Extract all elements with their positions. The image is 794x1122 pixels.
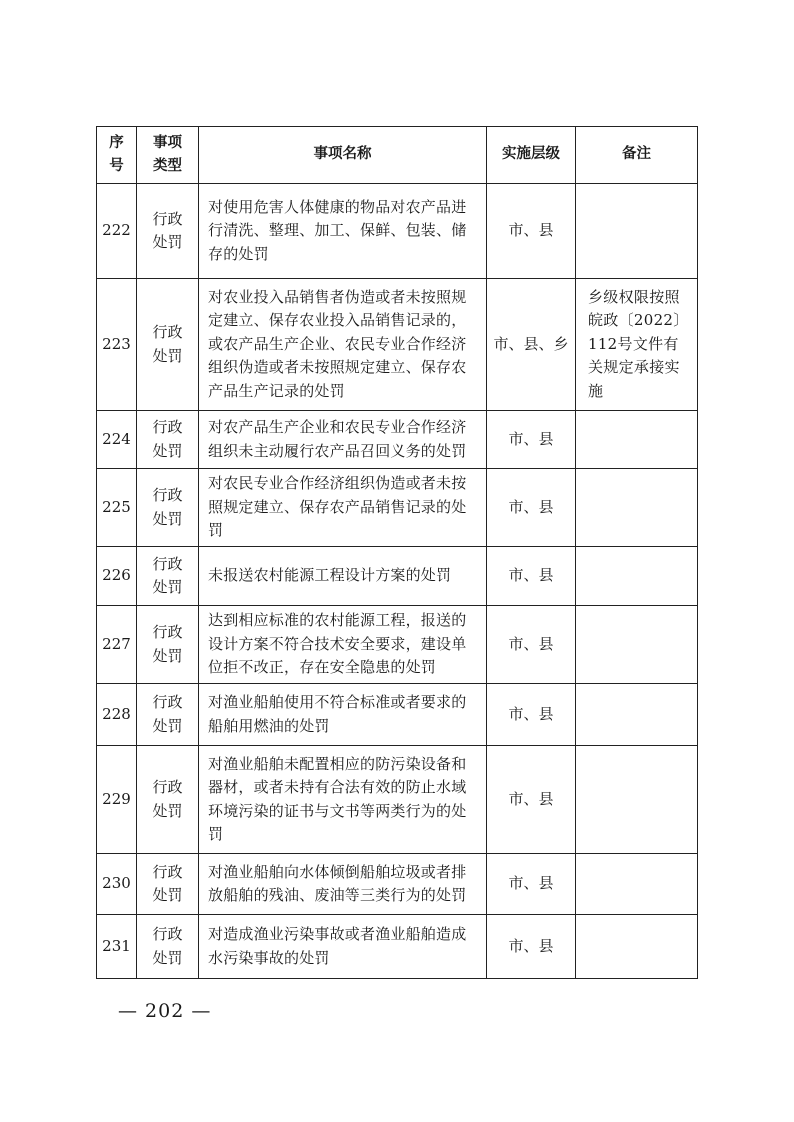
- row-level: 市、县: [487, 684, 576, 746]
- table-row: [97, 469, 698, 547]
- row-level: 市、县: [487, 469, 576, 547]
- row-level: 市、县: [487, 915, 576, 979]
- table-row: [97, 184, 698, 279]
- header-name: 事项名称: [199, 127, 487, 184]
- row-type: 行政处罚: [137, 547, 199, 606]
- row-type: 行政处罚: [137, 469, 199, 547]
- row-type: 行政处罚: [137, 606, 199, 684]
- row-note: [576, 746, 698, 854]
- table-row: [97, 684, 698, 746]
- row-level: 市、县: [487, 411, 576, 469]
- row-num: 223: [97, 279, 137, 411]
- row-num: 229: [97, 746, 137, 854]
- row-level: 市、县: [487, 606, 576, 684]
- header-row: [97, 127, 698, 184]
- row-note: [576, 184, 698, 279]
- row-num: 230: [97, 854, 137, 915]
- row-name: 对渔业船舶未配置相应的防污染设备和器材，或者未持有合法有效的防止水域环境污染的证书与文书等两类行为的处罚: [199, 746, 487, 854]
- row-name: 对农产品生产企业和农民专业合作经济组织未主动履行农产品召回义务的处罚: [199, 411, 487, 469]
- header-level: 实施层级: [487, 127, 576, 184]
- row-name: 对农民专业合作经济组织伪造或者未按照规定建立、保存农产品销售记录的处罚: [199, 469, 487, 547]
- row-num: 231: [97, 915, 137, 979]
- row-name: 未报送农村能源工程设计方案的处罚: [199, 547, 487, 606]
- row-type: 行政处罚: [137, 279, 199, 411]
- table-row: [97, 606, 698, 684]
- row-type: 行政处罚: [137, 684, 199, 746]
- items-table: [96, 126, 698, 979]
- row-note: [576, 606, 698, 684]
- row-num: 222: [97, 184, 137, 279]
- row-num: 226: [97, 547, 137, 606]
- row-note: [576, 547, 698, 606]
- row-name: 对农业投入品销售者伪造或者未按照规定建立、保存农业投入品销售记录的，或农产品生产企业、农民专业合作经济组织伪造或者未按照规定建立、保存农产品生产记录的处罚: [199, 279, 487, 411]
- header-type: 事项类型: [137, 127, 199, 184]
- row-note: [576, 469, 698, 547]
- row-type: 行政处罚: [137, 915, 199, 979]
- header-note: 备注: [576, 127, 698, 184]
- row-level: 市、县: [487, 854, 576, 915]
- row-type: 行政处罚: [137, 854, 199, 915]
- row-level: 市、县: [487, 184, 576, 279]
- row-num: 228: [97, 684, 137, 746]
- row-level: 市、县: [487, 547, 576, 606]
- row-name: 对使用危害人体健康的物品对农产品进行清洗、整理、加工、保鲜、包装、储存的处罚: [199, 184, 487, 279]
- row-name: 对渔业船舶向水体倾倒船舶垃圾或者排放船舶的残油、废油等三类行为的处罚: [199, 854, 487, 915]
- row-name: 对渔业船舶使用不符合标准或者要求的船舶用燃油的处罚: [199, 684, 487, 746]
- row-note: 乡级权限按照皖政〔2022〕112号文件有关规定承接实施: [576, 279, 698, 411]
- table-row: [97, 411, 698, 469]
- header-num: 序号: [97, 127, 137, 184]
- row-level: 市、县、乡: [487, 279, 576, 411]
- row-type: 行政处罚: [137, 184, 199, 279]
- row-note: [576, 854, 698, 915]
- row-note: [576, 915, 698, 979]
- row-name: 对造成渔业污染事故或者渔业船舶造成水污染事故的处罚: [199, 915, 487, 979]
- table-row: [97, 854, 698, 915]
- row-num: 225: [97, 469, 137, 547]
- table-row: [97, 279, 698, 411]
- table-row: [97, 915, 698, 979]
- page-number: — 202 —: [118, 1000, 212, 1022]
- row-note: [576, 684, 698, 746]
- row-num: 224: [97, 411, 137, 469]
- table-row: [97, 547, 698, 606]
- table-row: [97, 746, 698, 854]
- row-note: [576, 411, 698, 469]
- row-name: 达到相应标准的农村能源工程，报送的设计方案不符合技术安全要求，建设单位拒不改正，存在安全隐患的处罚: [199, 606, 487, 684]
- row-type: 行政处罚: [137, 746, 199, 854]
- row-type: 行政处罚: [137, 411, 199, 469]
- row-num: 227: [97, 606, 137, 684]
- row-level: 市、县: [487, 746, 576, 854]
